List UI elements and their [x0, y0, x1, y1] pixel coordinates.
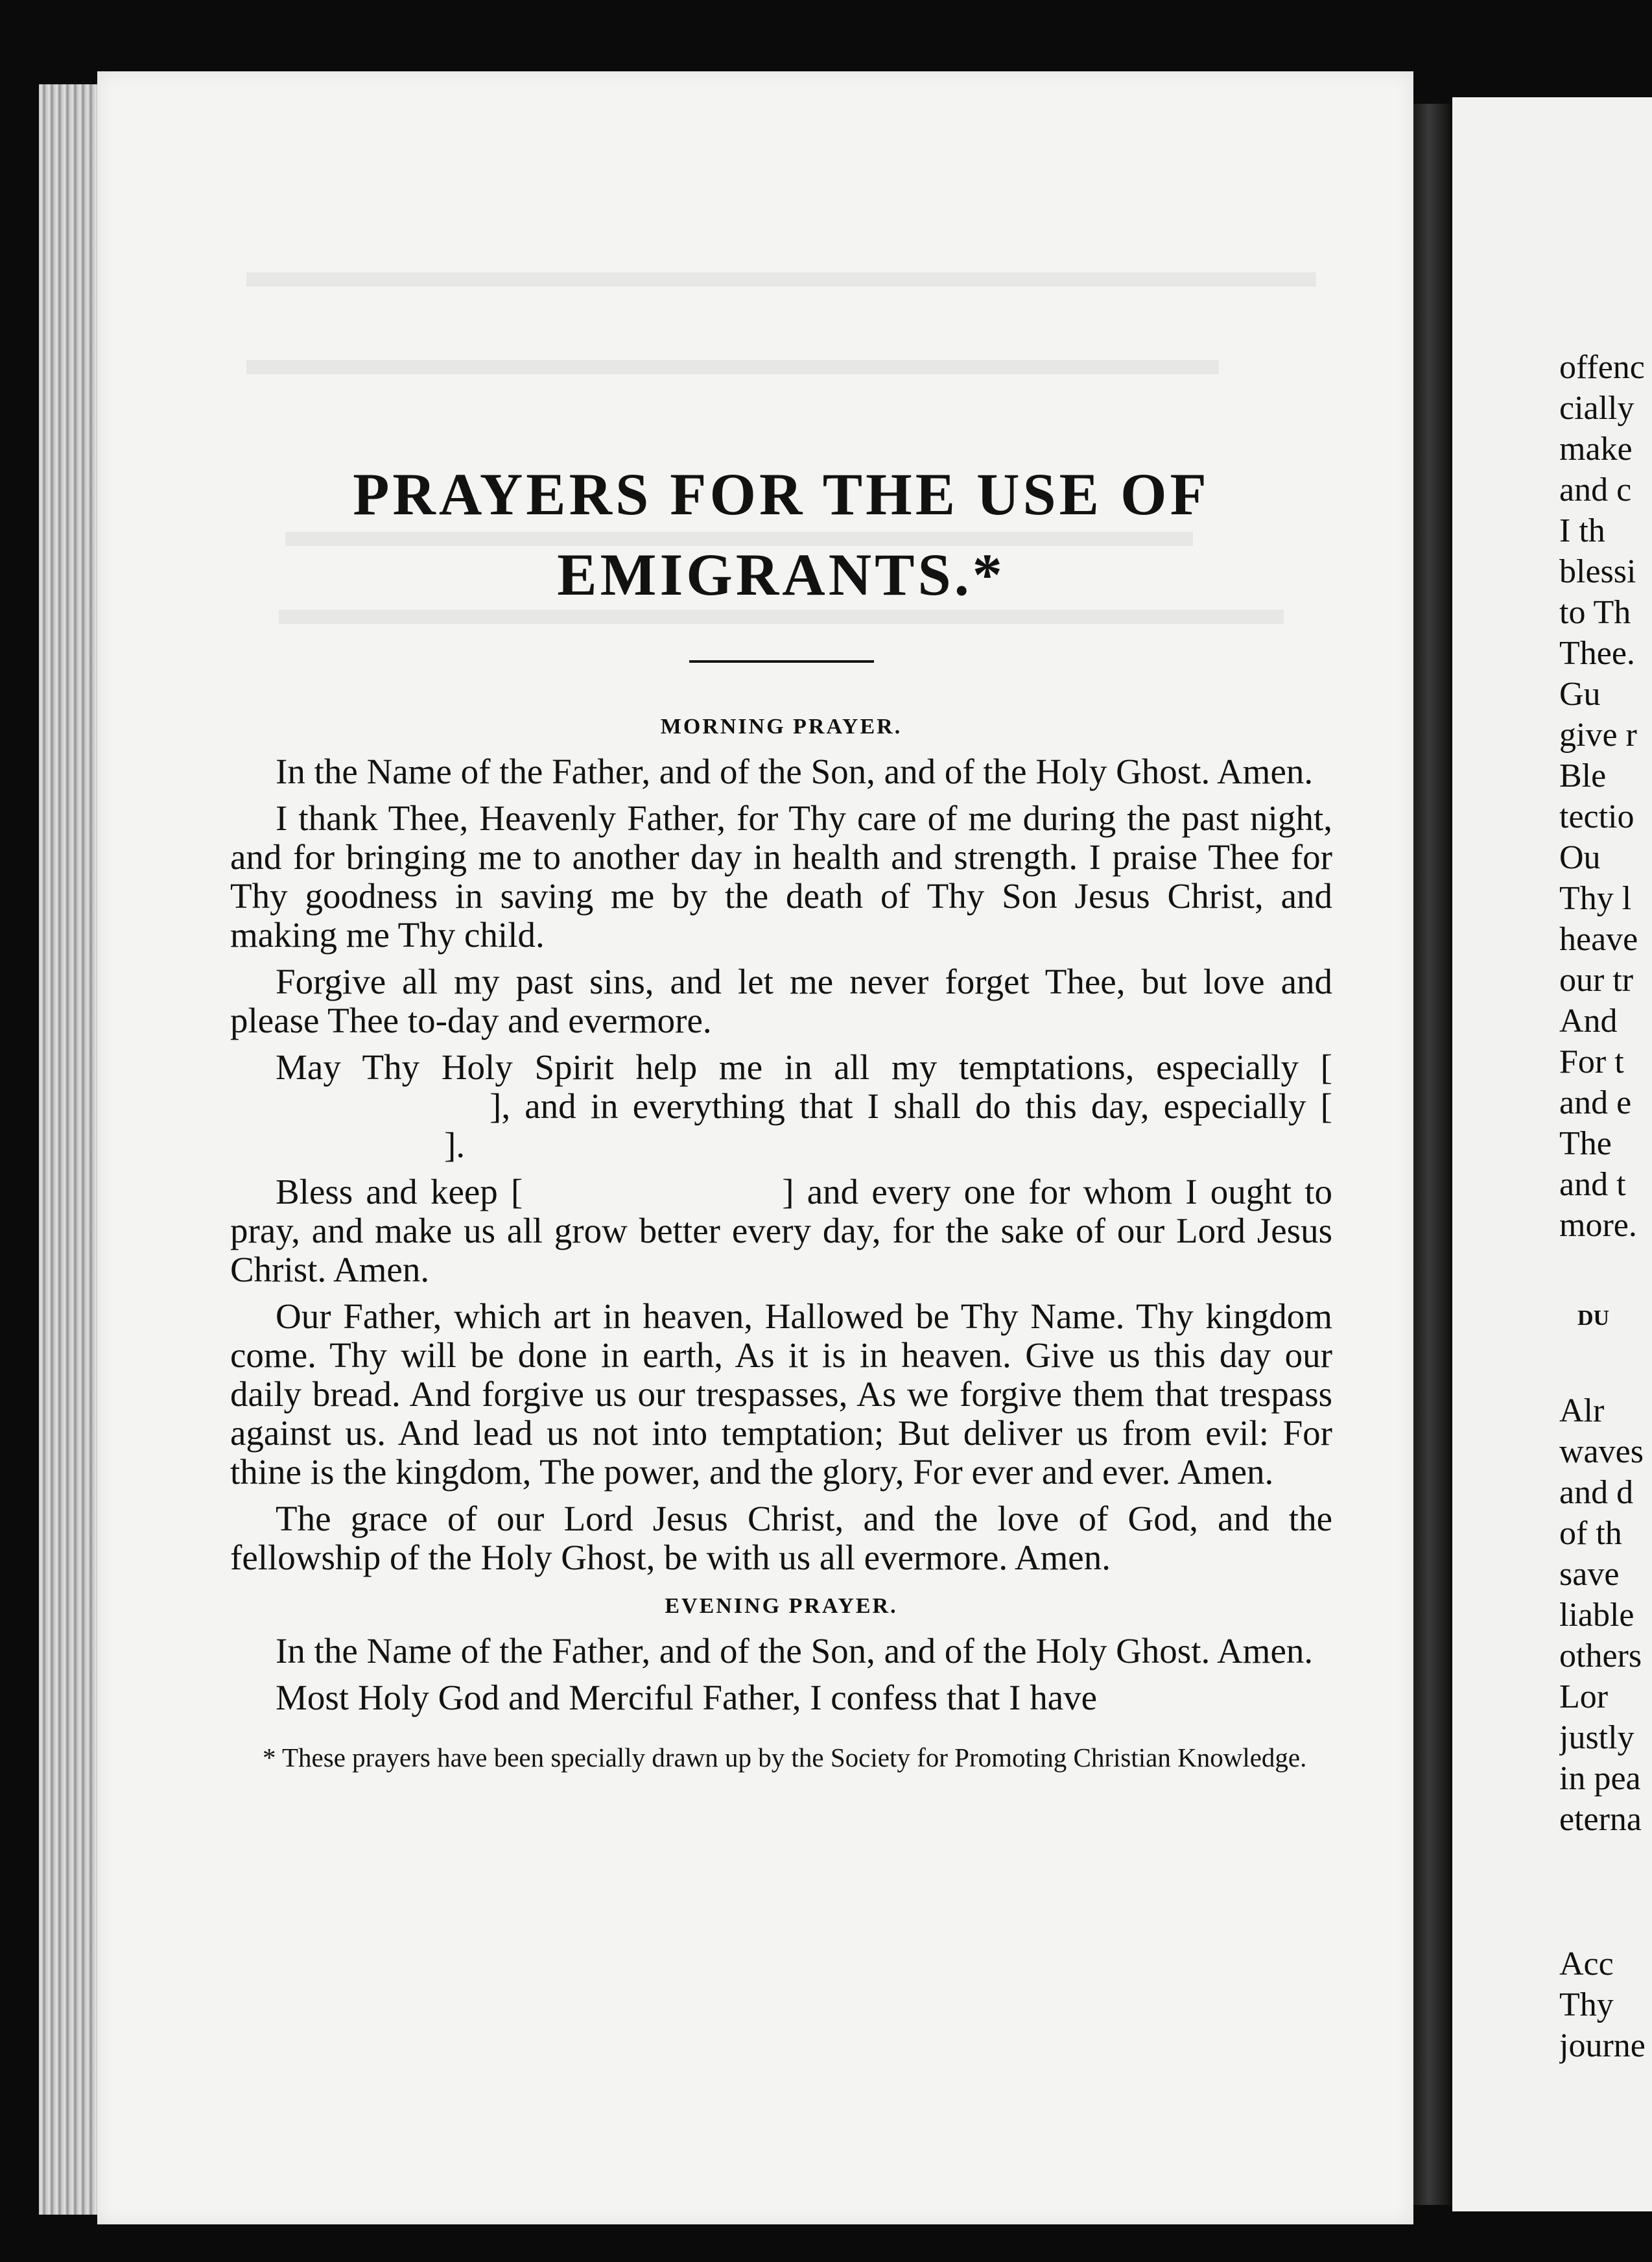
morning-grace: The grace of our Lord Jesus Christ, and the love of God, and the fellowship of the Holy Ghost, be with us all evermore. Amen.: [230, 1499, 1332, 1577]
right-page-line: and e: [1559, 1084, 1632, 1121]
right-page-line: Gu: [1559, 676, 1601, 713]
show-through-line: [246, 272, 1316, 287]
right-page-line: And: [1559, 1003, 1618, 1040]
right-page-text: [1559, 347, 1652, 2066]
right-page-line: save: [1559, 1556, 1620, 1593]
right-page-line: tectio: [1559, 798, 1634, 835]
right-page-line: and c: [1559, 471, 1632, 508]
right-page-line: Ou: [1559, 839, 1601, 876]
right-page-line: Ble: [1559, 757, 1607, 794]
right-page-gap: [1559, 1339, 1652, 1390]
morning-temptation: [230, 1048, 1332, 1165]
right-page-line: and t: [1559, 1166, 1626, 1203]
right-page-line: The: [1559, 1125, 1612, 1162]
right-page-gap: [1559, 1246, 1652, 1298]
evening-prayer-heading: EVENING PRAYER.: [665, 1594, 898, 1618]
blessing-text-b: ] and every one for whom I ought to pray, and make us all grow better every day, for the sake of our Lord Jesus Christ. Amen.: [230, 1172, 1332, 1289]
blessing-text-a: Bless and keep [: [276, 1172, 523, 1211]
right-page-line: Thee.: [1559, 635, 1635, 672]
title-divider: [689, 660, 874, 663]
temptation-text-a: May Thy Holy Spirit help me in all my temptations, especially [: [276, 1047, 1332, 1087]
right-page-line: blessi: [1559, 553, 1636, 590]
right-page-heading: DU: [1577, 1306, 1610, 1330]
morning-invocation: In the Name of the Father, and of the Son, and of the Holy Ghost. Amen.: [276, 752, 1314, 791]
right-page-line: and d: [1559, 1474, 1634, 1511]
show-through-line: [246, 360, 1219, 374]
right-page-gap: [1559, 1840, 1652, 1892]
book-gutter: [1413, 104, 1452, 2205]
right-page-line: cially: [1559, 390, 1634, 427]
prayer-document: [230, 454, 1332, 1801]
right-page-line: Acc: [1559, 1946, 1614, 1982]
right-page-line: make: [1559, 431, 1633, 468]
temptation-text-c: ].: [444, 1125, 466, 1165]
right-page-line: offenc: [1559, 349, 1645, 386]
right-page-line: Alr: [1559, 1392, 1605, 1429]
right-page-line: I th: [1559, 512, 1605, 549]
morning-thanksgiving: I thank Thee, Heavenly Father, for Thy care of me during the past night, and for bringing me to another day in health and strength. I praise Thee for Thy goodness in saving me by the death of Thy Son Jesus Christ, and making me Thy child.: [230, 798, 1332, 955]
right-page-line: Thy l: [1559, 880, 1632, 917]
right-page-line: our tr: [1559, 962, 1634, 999]
right-page-line: of th: [1559, 1515, 1622, 1552]
right-page-line: For t: [1559, 1043, 1624, 1080]
right-page-line: waves: [1559, 1433, 1644, 1470]
right-page-line: give r: [1559, 717, 1637, 754]
morning-forgiveness: Forgive all my past sins, and let me never forget Thee, but love and please Thee to-day and evermore.: [230, 962, 1332, 1040]
lords-prayer: Our Father, which art in heaven, Hallowed be Thy Name. Thy kingdom come. Thy will be done in earth, As it is in heaven. Give us this day our daily bread. And forgive us our trespasses, As we forgive them that trespass against us. And lead us not into temptation; But deliver us from evil: For thine is the kingdom, The power, and the glory, For ever and ever. Amen.: [230, 1296, 1332, 1492]
evening-confession: Most Holy God and Merciful Father, I confess that I have: [276, 1678, 1098, 1717]
right-page-line: justly: [1559, 1719, 1634, 1756]
right-page-line: Thy: [1559, 1986, 1614, 2023]
right-page-line: in pea: [1559, 1760, 1641, 1797]
right-page-line: journe: [1559, 2027, 1646, 2064]
right-page-line: more.: [1559, 1207, 1637, 1244]
morning-prayer-heading: MORNING PRAYER.: [660, 715, 903, 739]
morning-blessing: [230, 1173, 1332, 1289]
title-line-2: EMIGRANTS.*: [557, 542, 1006, 608]
right-page-line: to Th: [1559, 594, 1631, 631]
evening-invocation: In the Name of the Father, and of the Son, and of the Holy Ghost. Amen.: [276, 1631, 1314, 1671]
right-page-line: eterna: [1559, 1801, 1642, 1838]
right-page-line: Lor: [1559, 1678, 1609, 1715]
right-page-line: others: [1559, 1637, 1642, 1674]
footnote: * These prayers have been specially drawn up by the Society for Promoting Christian Knowledge.: [263, 1743, 1307, 1772]
title-line-1: PRAYERS FOR THE USE OF: [353, 461, 1210, 527]
right-page-line: heave: [1559, 921, 1638, 958]
right-page-line: liable: [1559, 1597, 1634, 1634]
temptation-text-b: ], and in everything that I shall do this day, especially [: [490, 1086, 1332, 1126]
right-page-gap: [1559, 1892, 1652, 1944]
page-title: [230, 454, 1332, 615]
